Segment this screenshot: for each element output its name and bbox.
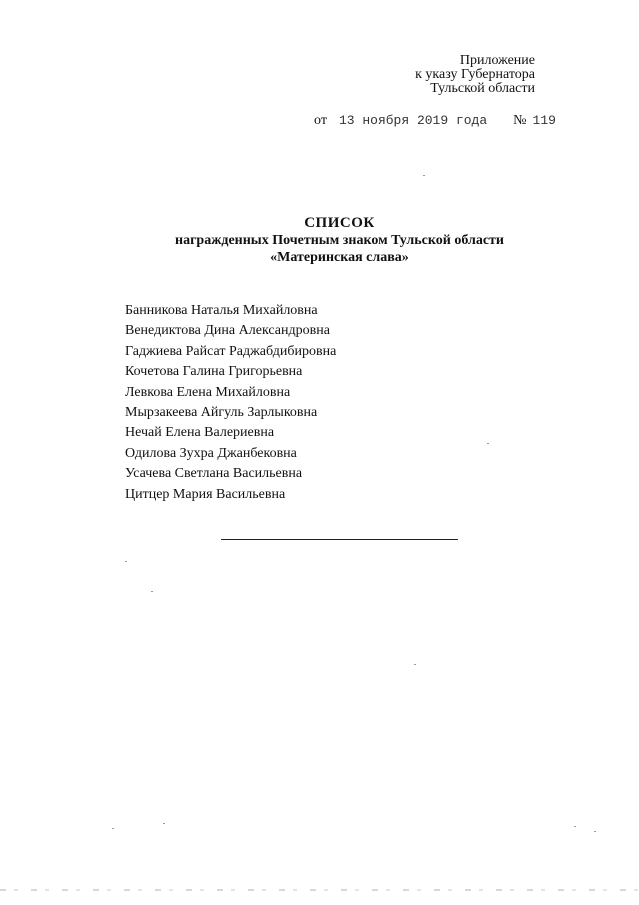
- scan-speck: [112, 828, 114, 829]
- decree-date: 13 ноября 2019 года: [338, 113, 488, 128]
- scan-speck: [594, 831, 596, 832]
- scan-speck: [487, 443, 489, 444]
- document-title: [0, 215, 639, 266]
- list-item: Кочетова Галина Григорьевна: [125, 364, 303, 380]
- appendix-header: [340, 54, 535, 96]
- scan-speck: [574, 826, 576, 827]
- list-item: Венедиктова Дина Александровна: [125, 323, 330, 339]
- list-item: Цитцер Мария Васильевна: [125, 486, 286, 502]
- appendix-line-2: к указу Губернатора: [415, 67, 535, 82]
- decree-prefix: от: [314, 113, 327, 128]
- decree-number: 119: [532, 113, 556, 128]
- list-item: Левкова Елена Михайловна: [125, 384, 291, 400]
- list-item: Гаджиева Райсат Раджабдибировна: [125, 343, 337, 359]
- scan-edge-noise: [0, 889, 639, 891]
- appendix-line-3: Тульской области: [430, 81, 535, 96]
- decree-date-number: [314, 113, 556, 129]
- list-item: Усачева Светлана Васильевна: [125, 466, 303, 482]
- list-item: Мырзакеева Айгуль Зарлыковна: [125, 405, 318, 421]
- list-item: Одилова Зухра Джанбековна: [125, 445, 297, 461]
- awardees-list: [125, 301, 336, 505]
- scan-speck: [414, 664, 416, 665]
- decree-number-sign: №: [513, 113, 527, 128]
- scan-speck: [151, 591, 153, 592]
- title-line-2: награжденных Почетным знаком Тульской области: [175, 233, 504, 248]
- list-item: Банникова Наталья Михайловна: [125, 303, 318, 318]
- scan-speck: [163, 823, 165, 824]
- title-line-3: «Материнская слава»: [270, 250, 409, 265]
- end-of-list-rule: [221, 539, 458, 540]
- list-item: Нечай Елена Валериевна: [125, 425, 275, 441]
- appendix-line-1: Приложение: [459, 53, 535, 68]
- title-main: СПИСОК: [304, 215, 375, 231]
- scan-speck: [423, 175, 425, 176]
- scan-speck: [125, 561, 127, 562]
